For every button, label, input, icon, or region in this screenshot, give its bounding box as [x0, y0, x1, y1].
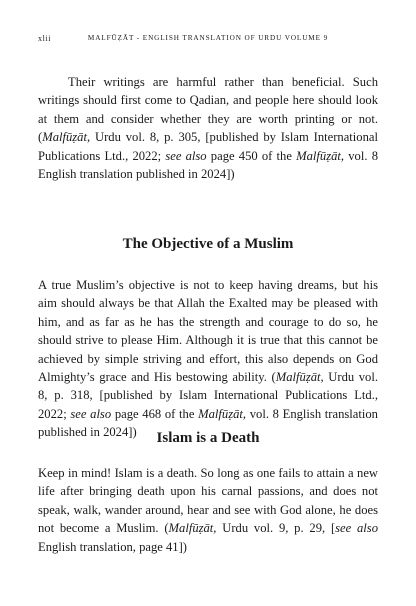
text-run: vol. 8 English translation published in 2024]) [38, 148, 378, 182]
text-run: Urdu vol. 8, p. 318, [published by Islam International Publications Ltd., 2022; [38, 370, 379, 421]
italic-title: Malfūẓāt, [296, 148, 345, 163]
section-heading-objective: The Objective of a Muslim [122, 236, 294, 252]
paragraph-muslim-objective [38, 276, 378, 442]
text-run: vol. 8 English translation published in 2024]) [38, 406, 378, 440]
italic-title: Malfūẓāt, [275, 370, 324, 385]
text-run: Their writings are harmful rather than beneficial. Such writings should first come to Qadian, and people here should look at them and consider whether they are worth printing or not. ( [38, 75, 378, 145]
text-run: Urdu vol. 9, p. 29, [ [216, 521, 336, 536]
text-run: page 450 of the [206, 148, 297, 163]
italic-title: Malfūẓāt, [42, 130, 91, 145]
text-run: A true Muslim’s objective is not to keep having dreams, but his aim should always be that Allah the Exalted may be pleased with him, and as far as he has the strength and courage to do so, he should strive to please Him. Although it is true that this cannot be achieved by simple striving and effort, this also depends on God Almighty’s grace and His bestowing ability. ( [38, 278, 378, 385]
italic-phrase: see also [165, 148, 207, 163]
running-head [38, 34, 378, 48]
paragraph-qadian-writings [38, 73, 378, 183]
text-run: Keep in mind! Islam is a death. So long as one fails to attain a new life after bringing death upon his carnal passions, and does not speak, walk, wander around, hear and see with God alone, he does not become a Muslim. ( [38, 466, 378, 536]
italic-title: Malfūẓāt, [198, 406, 247, 421]
text-run: English translation, page 41]) [38, 539, 187, 554]
italic-title: Malfūẓāt, [168, 521, 217, 536]
italic-phrase: see also [70, 406, 112, 421]
paragraph-islam-death [38, 464, 378, 556]
section-heading-islam-death: Islam is a Death [156, 430, 260, 446]
text-run: page 468 of the [111, 406, 199, 421]
page-number: xlii [38, 34, 52, 43]
running-head-title: MALFŪẒĀT - ENGLISH TRANSLATION OF URDU VOLUME 9 [87, 34, 329, 42]
italic-phrase: see also [335, 521, 379, 536]
text-run: Urdu vol. 8, p. 305, [published by Islam International Publications Ltd., 2022; [38, 130, 378, 163]
